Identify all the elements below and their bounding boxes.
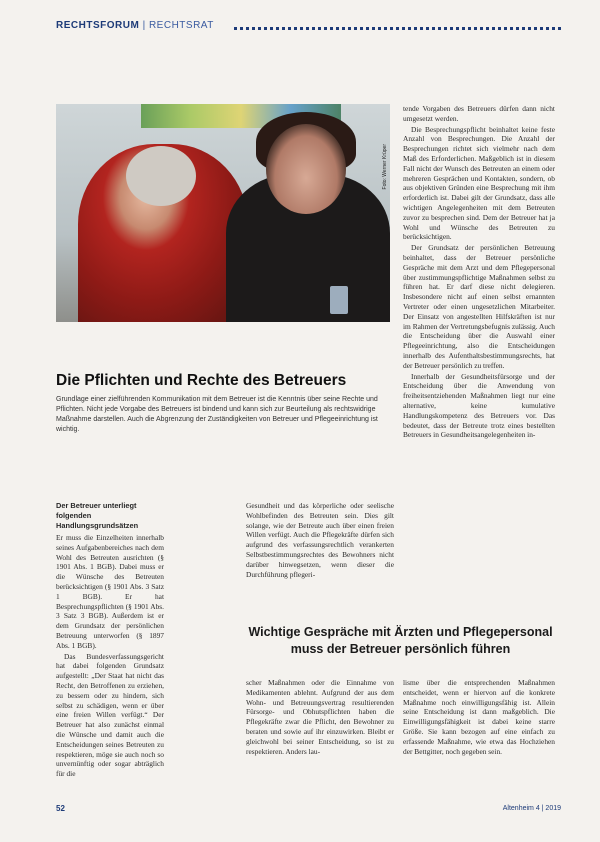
pull-quote: Wichtige Gespräche mit Ärzten und Pflegepersonal muss der Betreuer persönlich führen — [248, 625, 553, 656]
paragraph: Innerhalb der Gesundheitsfürsorge und der Entscheidung über die Anwendung von freiheitsentziehenden Maßnahmen liegt nur eine alternative, keine kumulative Handlungskompetenz des Betreuers vor. Das bedeutet, dass der Betreute trotz eines bestellten Betreuers in Gesundheitsangelegenheiten in- — [403, 371, 555, 440]
page-footer — [56, 804, 561, 816]
paragraph: Die Besprechungspflicht beinhaltet keine feste Anzahl von Besprechungen. Die Anzahl der Besprechungen richtet sich vielmehr nach dem Maß des Erforderlichen. Maßgeblich ist in diesem Fall nicht der Wunsch des Betreuten an einem oder mehreren Gesprächen und Kontakten, sondern, ob aus objektiven Gründen eine Besprechung mit ihm erforderlich ist. Dabei gilt der Grundsatz, dass alle wichtigen Angelegenheiten mit dem Betreuten zuvor zu besprechen sind. Dem der Betreuer hat ja Wohl und Wünsche des Betreuten zu berücksichtigen. — [403, 124, 555, 242]
body-column-3-lower — [403, 678, 555, 794]
section-separator: | — [142, 20, 146, 31]
magazine-issue: Altenheim 4 | 2019 — [502, 805, 561, 812]
subheading: Der Betreuer unterliegt folgenden Handlungsgrundsätzen — [56, 501, 139, 530]
dotted-rule — [234, 27, 561, 30]
page-number: 52 — [56, 804, 65, 813]
paragraph: scher Maßnahmen oder die Einnahme von Medikamenten ablehnt. Aufgrund der aus dem Wohn- und Betreuungsvertrag resultierenden Fürsorge- und Obhutspflichten haben die Pflegekräfte zwar die Pflicht, den Bewohner zu beraten und sowie auf ihr einzuwirken. Bleibt er gleichwohl bei seiner Entscheidung, so ist zu respektieren. Anders lau- — [246, 678, 394, 756]
section-label: RECHTSFORUM | RECHTSRAT — [56, 20, 214, 31]
body-column-2 — [246, 501, 394, 617]
subsection-label: RECHTSRAT — [148, 20, 214, 31]
paragraph: tende Vorgaben des Betreuers dürfen dann nicht umgesetzt werden. — [403, 104, 555, 123]
paragraph: Das Bundesverfassungsgericht hat dabei folgenden Grundsatz aufgestellt: „Der Staat hat nicht das Recht, den Betroffenen zu erziehen, zu bessern oder zu hindern, sich selbst zu schädigen, wenn er über eine freien Willen verfügt.“ Der Betreuer hat also zunächst einmal die Wünsche und damit auch die Entscheidungen seines Betreuten zu respektieren, möge sie auch noch so unvernünftig oder sogar abträglich für die — [56, 651, 164, 779]
paragraph: lisme über die entsprechenden Maßnahmen entscheidet, wenn er hiervon auf die konkrete Maßnahme noch einwilligungsfähig ist. Allein seine Entscheidung ist dann maßgeblich. Die Einwilligungsfähigkeit ist dabei keine starre Größe. Sie kann bezogen auf eine einfach zu erfassende Maßnahme, wie etwa das Hochziehen der Bettgitter, noch gegeben sein. — [403, 678, 555, 756]
photo-credit: Foto: Werner Krüper — [382, 144, 388, 190]
water-glass — [330, 286, 348, 314]
page-header — [56, 20, 561, 36]
article-lead: Grundlage einer zielführenden Kommunikation mit dem Betreuer ist die Kenntnis über seine Rechte und Pflichten. Nicht jede Vorgabe des Betreuers ist bindend und kann sich zur Beurteilung als rechtswidrige Maßnahme darstellen. Auch die Abgrenzung der Zuständigkeiten von Betreuer und Pflegeeinrichtung ist wichtig. — [56, 396, 378, 433]
paragraph: Gesundheit und das körperliche oder seelische Wohlbefinden des Betreuten sein. Dies gilt solange, wie der Betreute auch über einen freien Willen verfügt. Auch die Pflegekräfte dürfen sich aufgrund des verfassungsrechtlich verankerten Selbstbestimmungsrechtes des Bewohners nicht darüber hinwegsetzen, wenn dieser die Durchführung pflegeri- — [246, 501, 394, 579]
paragraph: Er muss die Einzelheiten innerhalb seines Aufgabenbereiches nach dem Wohl des Betreuten ausrichten (§ 1901 Abs. 1 BGB). Dabei muss er die Wünsche des Betreuten berücksichtigen (§ 1901 Abs. 3 Satz 1 BGB). Er hat Besprechungspflichten (§ 1901 Abs. 3 Satz 3 BGB). Außerdem ist er dem Grundsatz der persönlichen Betreuung unterworfen (§ 1897 Abs. 1 BGB). — [56, 533, 164, 650]
body-column-2-lower — [246, 678, 394, 794]
article-photo — [56, 104, 390, 322]
article-title: Die Pflichten und Rechte des Betreuers — [56, 372, 347, 389]
body-column-1 — [56, 501, 164, 793]
paragraph: Der Grundsatz der persönlichen Betreuung beinhaltet, dass der Betreuer persönliche Gespräche mit dem Arzt und dem Pflegepersonal über zustimmungspflichtige Maßnahmen selbst zu führen hat. Er darf diese nicht delegieren. Insbesondere nicht auf einen selbst ernannten Vertreter oder einen ungesetzlichen Mitarbeiter. Der Einsatz von angestellten Hilfskräften ist nur im Rahmen der Vertretungsbefugnis zulässig. Auch die Entscheidung über die Auswahl einer Pflegeeinrichtung, also die Entscheidungen innerhalb des Aufenthaltsbestimmungsrechts, hat der Betreuer persönlich zu treffen. — [403, 243, 555, 370]
body-column-3 — [403, 104, 555, 616]
